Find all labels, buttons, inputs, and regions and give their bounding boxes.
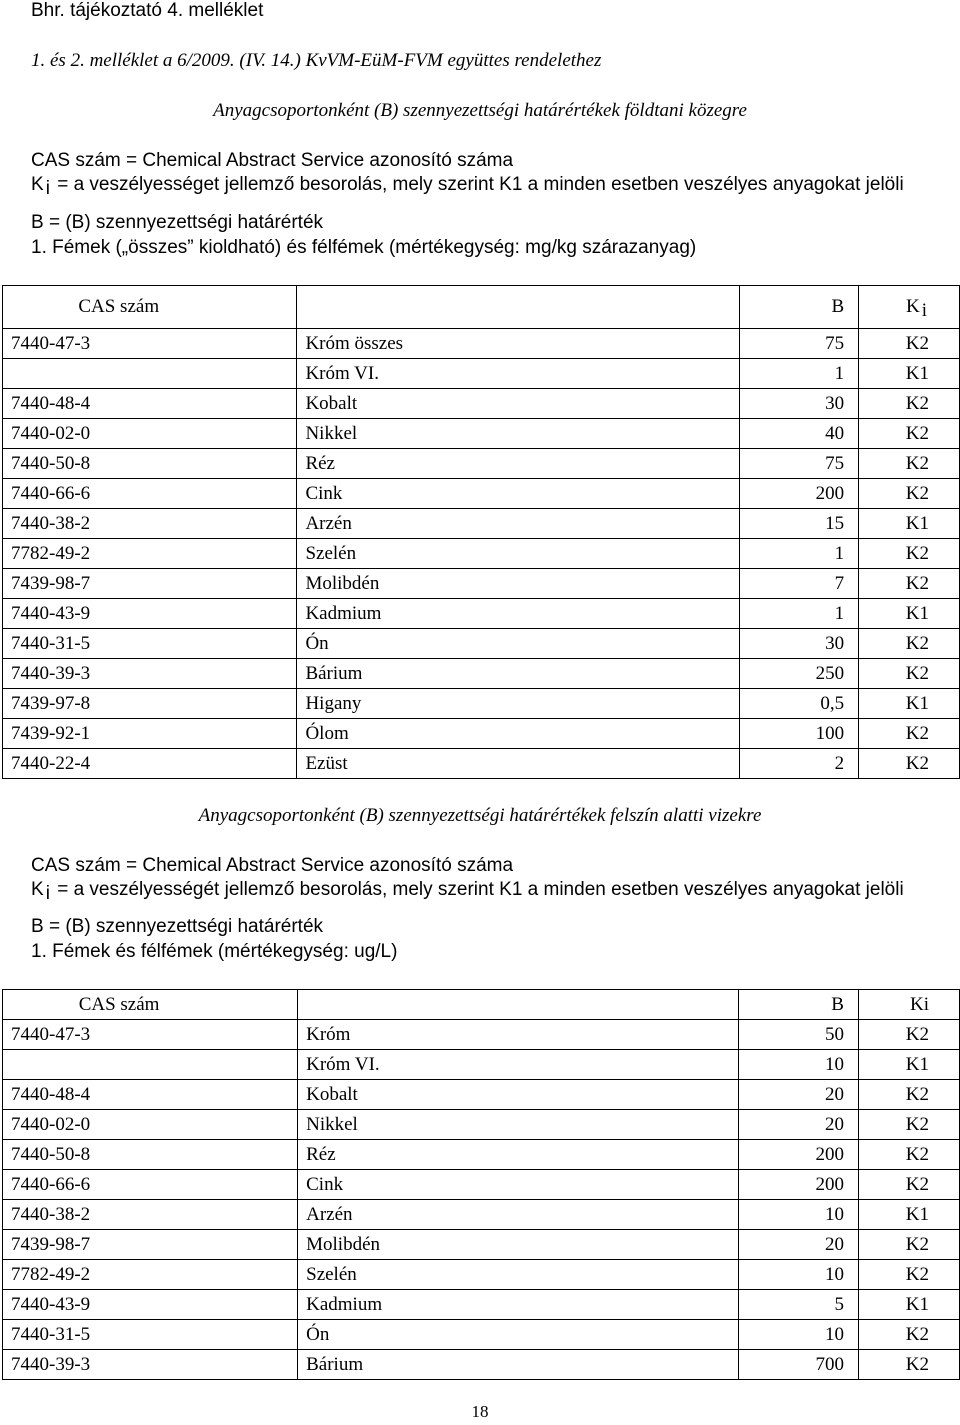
table-row [3, 1050, 960, 1080]
table-row [3, 1110, 960, 1140]
cell-k: K1 [858, 1200, 959, 1230]
cell-name: Molibdén [297, 569, 740, 599]
cell-b: 50 [739, 1020, 859, 1050]
cell-cas: 7439-98-7 [3, 1230, 298, 1260]
table-header-row [3, 990, 960, 1020]
cell-name: Réz [298, 1140, 739, 1170]
cell-b: 10 [739, 1260, 859, 1290]
cell-b: 75 [739, 329, 858, 359]
table-row [3, 1080, 960, 1110]
cell-cas: 7439-98-7 [3, 569, 297, 599]
cell-name: Bárium [298, 1350, 739, 1380]
cell-k: K1 [858, 1290, 959, 1320]
page-number: 18 [471, 1402, 489, 1421]
table-row [3, 1020, 960, 1050]
cell-name: Cink [297, 479, 740, 509]
table-row [3, 419, 960, 449]
header-cas: CAS szám [3, 286, 297, 329]
ki-symbol: K $_i$ [31, 174, 50, 199]
cell-b: 700 [739, 1350, 859, 1380]
cell-name: Réz [297, 449, 740, 479]
section2-b-definition: B = (B) szennyezettségi határérték [31, 916, 324, 937]
cell-cas: 7440-48-4 [3, 1080, 298, 1110]
cell-k: K2 [859, 719, 960, 749]
table-row [3, 1230, 960, 1260]
cell-name: Nikkel [297, 419, 740, 449]
cell-cas: 7440-47-3 [3, 329, 297, 359]
cell-name: Kobalt [298, 1080, 739, 1110]
cell-cas [3, 1050, 298, 1080]
cell-name: Króm [298, 1020, 739, 1050]
cell-k: K2 [858, 1320, 959, 1350]
cell-cas: 7440-50-8 [3, 449, 297, 479]
cell-k: K1 [859, 599, 960, 629]
cell-cas: 7439-92-1 [3, 719, 297, 749]
header-k: Ki [858, 990, 959, 1020]
cell-name: Ón [298, 1320, 739, 1350]
cell-k: K2 [858, 1260, 959, 1290]
cell-cas: 7782-49-2 [3, 1260, 298, 1290]
cell-b: 10 [739, 1320, 859, 1350]
cell-cas: 7440-02-0 [3, 1110, 298, 1140]
cell-cas: 7440-22-4 [3, 749, 297, 779]
table-row [3, 1200, 960, 1230]
annex-label: Bhr. tájékoztató 4. melléklet [31, 0, 264, 21]
cell-k: K2 [859, 479, 960, 509]
cell-b: 20 [739, 1080, 859, 1110]
section2-subtitle: 1. Fémek és félfémek (mértékegység: ug/L) [31, 941, 398, 962]
cell-k: K2 [859, 569, 960, 599]
cell-b: 30 [739, 629, 858, 659]
cell-b: 10 [739, 1200, 859, 1230]
cell-b: 40 [739, 419, 858, 449]
table-row [3, 1350, 960, 1380]
table-row [3, 509, 960, 539]
cell-b: 0,5 [739, 689, 858, 719]
cell-b: 15 [739, 509, 858, 539]
cell-k: K2 [858, 1080, 959, 1110]
table-row [3, 539, 960, 569]
table-header-row [3, 286, 960, 329]
table-row [3, 1320, 960, 1350]
cell-k: K2 [859, 329, 960, 359]
header-b: B [739, 286, 858, 329]
table-row [3, 359, 960, 389]
cell-k: K2 [858, 1350, 959, 1380]
regulation-reference: 1. és 2. melléklet a 6/2009. (IV. 14.) KvVM-EüM-FVM együttes rendelethez [31, 50, 602, 71]
cell-b: 2 [739, 749, 858, 779]
cell-k: K1 [859, 509, 960, 539]
cell-cas: 7440-31-5 [3, 1320, 298, 1350]
cell-b: 5 [739, 1290, 859, 1320]
cell-k: K1 [859, 359, 960, 389]
cell-b: 7 [739, 569, 858, 599]
cell-name: Arzén [297, 509, 740, 539]
cell-b: 75 [739, 449, 858, 479]
ki-symbol: K $_i$ [31, 879, 50, 904]
cell-name: Ón [297, 629, 740, 659]
cell-cas: 7440-48-4 [3, 389, 297, 419]
cell-b: 20 [739, 1110, 859, 1140]
cell-name: Szelén [298, 1260, 739, 1290]
cell-b: 1 [739, 599, 858, 629]
cell-name: Króm VI. [297, 359, 740, 389]
header-k: K $_i$ [859, 286, 960, 329]
cell-k: K2 [858, 1170, 959, 1200]
cell-k: K2 [858, 1140, 959, 1170]
table-row [3, 389, 960, 419]
section2-table [2, 989, 960, 1380]
cell-k: K1 [859, 689, 960, 719]
cell-name: Ólom [297, 719, 740, 749]
header-cas: CAS szám [3, 990, 298, 1020]
cell-b: 200 [739, 479, 858, 509]
cell-cas: 7440-43-9 [3, 599, 297, 629]
table-row [3, 689, 960, 719]
cell-b: 100 [739, 719, 858, 749]
table-row [3, 329, 960, 359]
cell-k: K1 [858, 1050, 959, 1080]
table-row [3, 449, 960, 479]
cell-k: K2 [859, 629, 960, 659]
table-row [3, 599, 960, 629]
section2-cas-definition: CAS szám = Chemical Abstract Service azonosító száma [31, 855, 514, 876]
cell-k: K2 [859, 749, 960, 779]
cell-cas: 7440-66-6 [3, 1170, 298, 1200]
cell-name: Kobalt [297, 389, 740, 419]
cell-k: K2 [858, 1230, 959, 1260]
cell-name: Ezüst [297, 749, 740, 779]
header-name [297, 286, 740, 329]
cell-b: 1 [739, 359, 858, 389]
header-b: B [739, 990, 859, 1020]
cell-cas: 7440-38-2 [3, 1200, 298, 1230]
cell-k: K2 [859, 659, 960, 689]
cell-k: K2 [858, 1020, 959, 1050]
cell-name: Higany [297, 689, 740, 719]
cell-cas: 7440-02-0 [3, 419, 297, 449]
table-row [3, 479, 960, 509]
cell-name: Molibdén [298, 1230, 739, 1260]
cell-cas: 7440-38-2 [3, 509, 297, 539]
cell-k: K2 [859, 419, 960, 449]
section1-b-definition: B = (B) szennyezettségi határérték [31, 212, 324, 233]
table-row [3, 1260, 960, 1290]
cell-b: 200 [739, 1140, 859, 1170]
section1-subtitle: 1. Fémek („összes” kioldható) és félfémek (mértékegység: mg/kg szárazanyag) [31, 237, 697, 258]
cell-name: Cink [298, 1170, 739, 1200]
cell-cas [3, 359, 297, 389]
section1-title: Anyagcsoportonként (B) szennyezettségi határértékek földtani közegre [213, 100, 747, 121]
cell-cas: 7782-49-2 [3, 539, 297, 569]
cell-k: K2 [859, 539, 960, 569]
table-row [3, 569, 960, 599]
table-row [3, 719, 960, 749]
cell-name: Króm VI. [298, 1050, 739, 1080]
cell-cas: 7440-39-3 [3, 1350, 298, 1380]
table-row [3, 1170, 960, 1200]
cell-b: 1 [739, 539, 858, 569]
cell-b: 200 [739, 1170, 859, 1200]
cell-k: K2 [858, 1110, 959, 1140]
cell-name: Szelén [297, 539, 740, 569]
table-row [3, 1140, 960, 1170]
section2-title: Anyagcsoportonként (B) szennyezettségi határértékek felszín alatti vizekre [198, 805, 762, 826]
table-row [3, 659, 960, 689]
cell-cas: 7439-97-8 [3, 689, 297, 719]
section2-ki-definition: K $_i$ = a veszélyességét jellemző besorolás, mely szerint K1 a minden esetben veszélyes anyagokat jelöli [31, 879, 904, 904]
header-name [298, 990, 739, 1020]
table-row [3, 629, 960, 659]
cell-name: Kadmium [298, 1290, 739, 1320]
cell-name: Króm összes [297, 329, 740, 359]
cell-k: K2 [859, 449, 960, 479]
cell-b: 10 [739, 1050, 859, 1080]
cell-cas: 7440-31-5 [3, 629, 297, 659]
table-row [3, 1290, 960, 1320]
cell-name: Kadmium [297, 599, 740, 629]
cell-name: Arzén [298, 1200, 739, 1230]
section1-table [2, 285, 960, 779]
cell-cas: 7440-47-3 [3, 1020, 298, 1050]
cell-name: Bárium [297, 659, 740, 689]
table-row [3, 749, 960, 779]
cell-b: 20 [739, 1230, 859, 1260]
cell-b: 30 [739, 389, 858, 419]
section1-cas-definition: CAS szám = Chemical Abstract Service azonosító száma [31, 150, 514, 171]
cell-cas: 7440-50-8 [3, 1140, 298, 1170]
cell-cas: 7440-39-3 [3, 659, 297, 689]
cell-b: 250 [739, 659, 858, 689]
cell-cas: 7440-66-6 [3, 479, 297, 509]
cell-name: Nikkel [298, 1110, 739, 1140]
section1-ki-definition: K $_i$ = a veszélyességet jellemző besorolás, mely szerint K1 a minden esetben veszélyes anyagokat jelöli [31, 174, 904, 199]
cell-cas: 7440-43-9 [3, 1290, 298, 1320]
cell-k: K2 [859, 389, 960, 419]
